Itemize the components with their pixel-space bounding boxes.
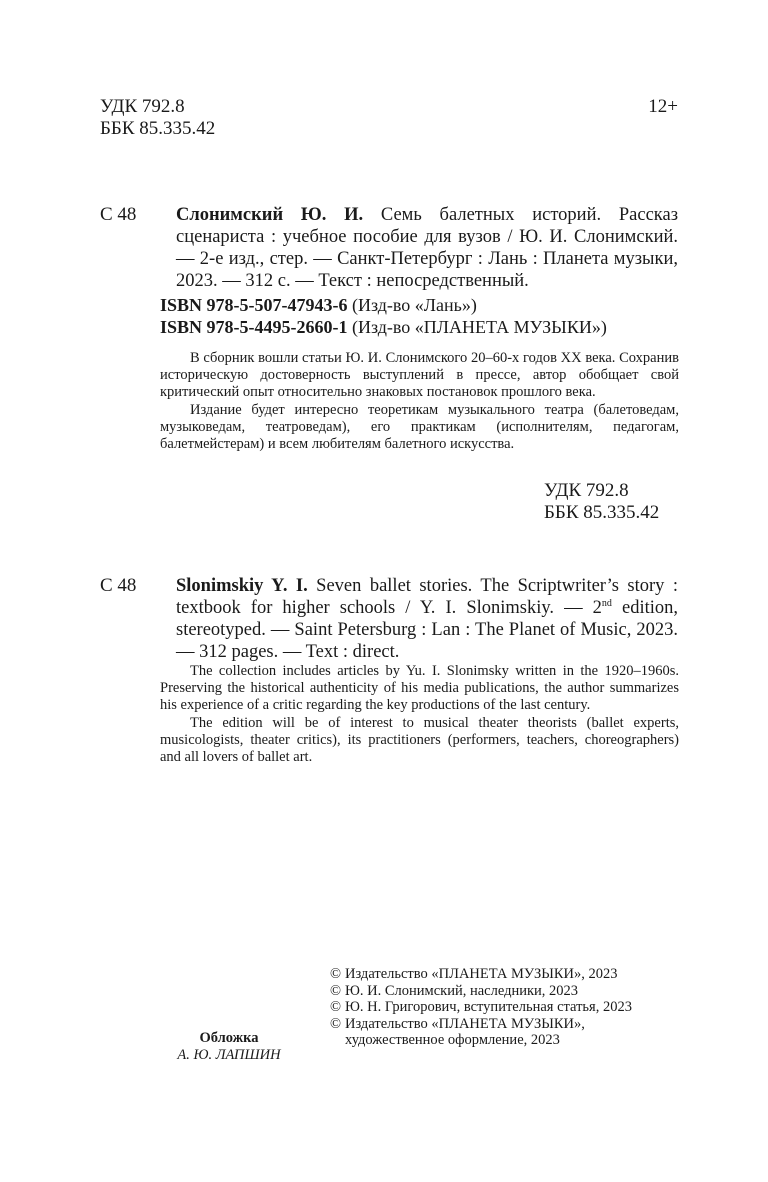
copyright-text-2: Ю. И. Слонимский, наследники, 2023 [345,982,579,999]
copyright-symbol: © [330,982,342,999]
en-abstract-p2: The edition will be of interest to musical theater theorists (ballet experts, musicologists, theater critics), its practitioners (performers, teachers, choreographers) and all lovers of ballet art. [160,714,679,766]
ru-abstract [160,350,679,453]
copyright-text-3: Ю. Н. Григорович, вступительная статья, 2023 [345,999,632,1016]
copyright-symbol: © [330,966,342,982]
en-abstract-p1: The collection includes articles by Yu. I. Slonimsky written in the 1920–1960s. Preserving the historical authenticity of his media publications, the author summarizes his experience of a critic regarding the key productions of the last century. [160,663,679,714]
age-rating: 12+ [648,96,678,117]
ru-abstract-p1: В сборник вошли статьи Ю. И. Слонимского 20–60-х годов XX века. Сохранив историческую достоверность выступлений в прессе, автор обобщает свой критический опыт относительно знаковых постановок прошлого века. [160,350,679,401]
en-author: Slonimskiy Y. I. [176,576,308,596]
ru-bbk: ББК 85.335.42 [544,502,660,523]
isbn-planeta-number: ISBN 978-5-4495-2660-1 [160,317,348,337]
copyright-text-4: Издательство «ПЛАНЕТА МУЗЫКИ», художественное оформление, 2023 [345,1015,585,1049]
header-udk: УДК 792.8 [100,96,185,117]
copyright-line-4 [330,1016,690,1049]
isbn-planeta [160,316,700,338]
isbn-planeta-publisher: (Изд-во «ПЛАНЕТА МУЗЫКИ») [352,317,607,337]
en-bibliographic-record [176,575,678,663]
en-abstract [160,663,679,766]
isbn-lan-publisher: (Изд-во «Лань») [352,295,477,315]
ru-abstract-p2: Издание будет интересно теоретикам музыкального театра (балетоведам, музыковедам, театроведам), его практикам (исполнителям, педагогам, балетмейстерам) и всем любителям балетного искусства. [160,401,679,453]
en-bibliographic-text-2: edition, stereotyped. — Saint Petersburg : Lan : The Planet of Music, 2023. — 312 pages. — Text : direct. [176,598,678,662]
ru-author: Слонимский Ю. И. [176,205,364,225]
copyright-text-1: Издательство «ПЛАНЕТА МУЗЫКИ», 2023 [345,966,618,982]
isbn-lan-number: ISBN 978-5-507-47943-6 [160,295,348,315]
copyright-symbol: © [330,999,342,1016]
en-bibliographic-text-1: Seven ballet stories. The Scriptwriter’s story : textbook for higher schools / Y. I. Slonimskiy. — 2 [176,576,679,618]
copyright-line-2 [330,983,690,1000]
copyright-line-3 [330,999,690,1016]
ru-udk: УДК 792.8 [544,480,629,501]
header-bbk: ББК 85.335.42 [100,118,216,139]
copyright-block [330,966,690,1049]
isbn-lan [160,294,700,316]
en-edition-superscript: nd [601,597,612,609]
isbn-block [160,294,700,338]
cover-designer: А. Ю. ЛАПШИН [177,1047,281,1063]
ru-bibliographic-text: Семь балетных историй. Рассказ сценариста : учебное пособие для вузов / Ю. И. Слонимский. — 2-е изд., стер. — Санкт-Петербург : Лань : Планета музыки, 2023. — 312 с. — Текст : непосредственный. [176,205,679,291]
ru-bibliographic-record [176,204,678,292]
en-catalog-code: С 48 [100,575,137,596]
cover-credit [160,1030,298,1064]
copyright-symbol: © [330,1015,342,1032]
copyright-line-1 [330,966,690,983]
cover-label: Обложка [199,1030,259,1046]
ru-catalog-code: С 48 [100,204,137,225]
